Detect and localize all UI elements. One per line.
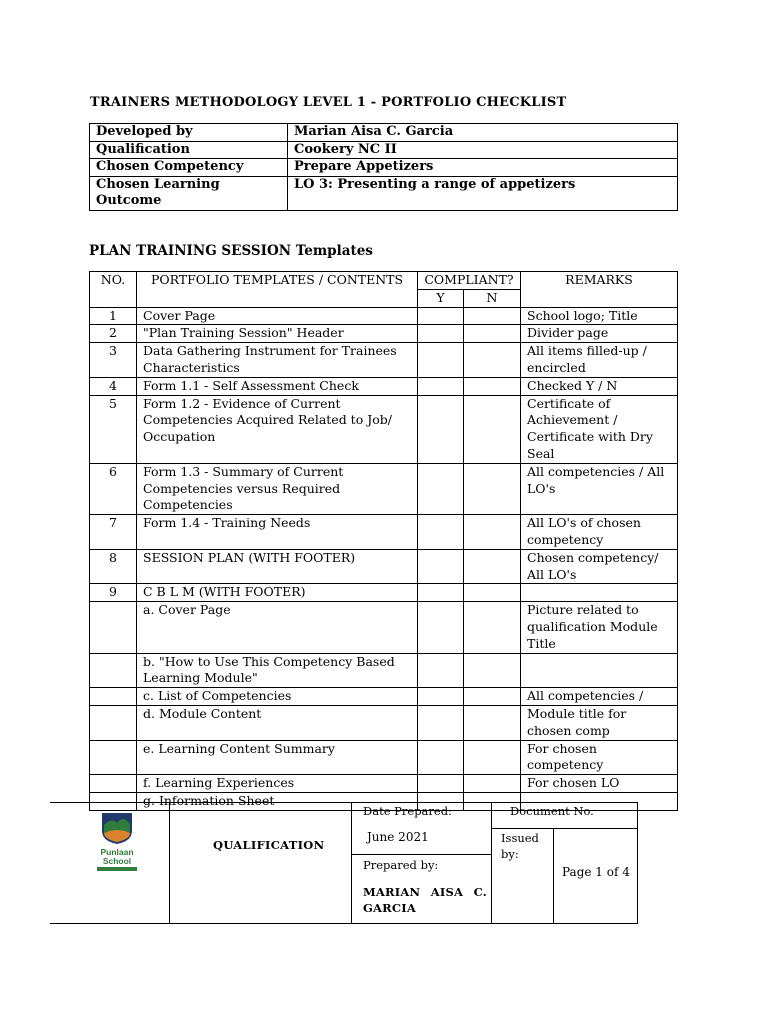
row-compliant-y[interactable] [418, 377, 464, 395]
row-item: e. Learning Content Summary [137, 740, 418, 775]
row-compliant-y[interactable] [418, 740, 464, 775]
row-item: Data Gathering Instrument for Trainees Characteristics [137, 343, 418, 378]
row-compliant-y[interactable] [418, 653, 464, 688]
checklist-table [89, 271, 678, 811]
header-item: PORTFOLIO TEMPLATES / CONTENTS [137, 272, 418, 308]
row-compliant-n[interactable] [464, 549, 521, 584]
row-remarks: Module title for chosen comp [521, 705, 678, 740]
checklist-row [90, 307, 678, 325]
page-number: Page 1 of 4 [562, 865, 630, 879]
row-compliant-n[interactable] [464, 395, 521, 463]
document-footer [50, 802, 638, 924]
row-remarks: Checked Y / N [521, 377, 678, 395]
row-number: 8 [90, 549, 137, 584]
row-remarks: Chosen competency/ All LO's [521, 549, 678, 584]
row-compliant-n[interactable] [464, 653, 521, 688]
header-no: NO. [90, 272, 137, 308]
qualification-label: QUALIFICATION [213, 838, 325, 852]
checklist-row [90, 325, 678, 343]
info-row [90, 124, 678, 142]
row-number: 6 [90, 463, 137, 514]
checklist-row [90, 584, 678, 602]
row-remarks: All competencies / All LO's [521, 463, 678, 514]
row-number: 7 [90, 515, 137, 550]
footer-docno-cell [491, 802, 638, 829]
info-row [90, 159, 678, 177]
info-value: Cookery NC II [288, 141, 678, 159]
footer-top-stub [50, 802, 78, 803]
school-logo-icon [98, 811, 136, 845]
document-no-label: Document No. [510, 804, 594, 818]
row-compliant-n[interactable] [464, 343, 521, 378]
info-label: Chosen Learning Outcome [90, 176, 288, 210]
row-item: f. Learning Experiences [137, 775, 418, 793]
checklist-row [90, 705, 678, 740]
checklist-row [90, 343, 678, 378]
checklist-row [90, 775, 678, 793]
checklist-header-row [90, 272, 678, 290]
footer-date-cell [351, 802, 492, 855]
row-number: 9 [90, 584, 137, 602]
row-compliant-y[interactable] [418, 705, 464, 740]
row-remarks: All competencies / [521, 688, 678, 706]
checklist-row [90, 395, 678, 463]
header-n: N [464, 289, 521, 307]
info-row [90, 176, 678, 210]
row-item: "Plan Training Session" Header [137, 325, 418, 343]
row-remarks: School logo; Title [521, 307, 678, 325]
row-compliant-y[interactable] [418, 775, 464, 793]
row-compliant-n[interactable] [464, 463, 521, 514]
row-compliant-y[interactable] [418, 584, 464, 602]
logo-text-line1: Punlaan [100, 847, 134, 857]
row-number: 1 [90, 307, 137, 325]
row-compliant-y[interactable] [418, 515, 464, 550]
row-compliant-n[interactable] [464, 705, 521, 740]
checklist-row [90, 602, 678, 653]
row-remarks [521, 653, 678, 688]
prepared-by-label: Prepared by: [363, 858, 439, 872]
issued-by-label: Issued by: [501, 831, 539, 861]
date-prepared-label: Date Prepared: [363, 804, 452, 818]
row-remarks: Picture related to qualification Module Title [521, 602, 678, 653]
row-compliant-y[interactable] [418, 343, 464, 378]
row-item: b. "How to Use This Competency Based Learning Module" [137, 653, 418, 688]
footer-issued-cell [491, 828, 554, 924]
row-item: d. Module Content [137, 705, 418, 740]
row-remarks [521, 584, 678, 602]
row-number [90, 705, 137, 740]
row-item: C B L M (WITH FOOTER) [137, 584, 418, 602]
section-title: PLAN TRAINING SESSION Templates [89, 243, 373, 259]
row-item: a. Cover Page [137, 602, 418, 653]
document-title: TRAINERS METHODOLOGY LEVEL 1 - PORTFOLIO CHECKLIST [90, 95, 567, 110]
info-value: LO 3: Presenting a range of appetizers [288, 176, 678, 210]
row-number: 2 [90, 325, 137, 343]
row-number [90, 653, 137, 688]
checklist-row [90, 515, 678, 550]
row-remarks: Certificate of Achievement / Certificate with Dry Seal [521, 395, 678, 463]
footer-qualification-cell [169, 802, 352, 924]
info-table [89, 123, 678, 211]
footer-logo-cell [50, 802, 170, 924]
row-item: Form 1.1 - Self Assessment Check [137, 377, 418, 395]
checklist-row [90, 549, 678, 584]
logo-text-line2: School [102, 856, 132, 866]
checklist-row [90, 740, 678, 775]
row-compliant-y[interactable] [418, 602, 464, 653]
row-number [90, 740, 137, 775]
info-value: Prepare Appetizers [288, 159, 678, 177]
row-compliant-y[interactable] [418, 463, 464, 514]
row-item: Cover Page [137, 307, 418, 325]
header-y: Y [418, 289, 464, 307]
row-number [90, 688, 137, 706]
footer-page-cell [553, 828, 638, 924]
row-compliant-n[interactable] [464, 584, 521, 602]
row-item: SESSION PLAN (WITH FOOTER) [137, 549, 418, 584]
info-label: Qualification [90, 141, 288, 159]
row-compliant-y[interactable] [418, 307, 464, 325]
info-value: Marian Aisa C. Garcia [288, 124, 678, 142]
row-compliant-y[interactable] [418, 688, 464, 706]
row-compliant-n[interactable] [464, 325, 521, 343]
row-compliant-n[interactable] [464, 740, 521, 775]
prepared-by-value: MARIAN AISA C. GARCIA [363, 885, 487, 915]
row-number: 5 [90, 395, 137, 463]
checklist-row [90, 463, 678, 514]
row-compliant-n[interactable] [464, 688, 521, 706]
row-compliant-n[interactable] [464, 775, 521, 793]
row-remarks: For chosen LO [521, 775, 678, 793]
row-compliant-n[interactable] [464, 377, 521, 395]
row-compliant-n[interactable] [464, 307, 521, 325]
header-compliant: COMPLIANT? [418, 272, 521, 290]
row-compliant-y[interactable] [418, 549, 464, 584]
row-item: Form 1.3 - Summary of Current Competencies versus Required Competencies [137, 463, 418, 514]
row-remarks: All items filled-up / encircled [521, 343, 678, 378]
info-label: Chosen Competency [90, 159, 288, 177]
row-remarks: For chosen competency [521, 740, 678, 775]
checklist-body [90, 307, 678, 810]
row-number: 3 [90, 343, 137, 378]
row-number [90, 602, 137, 653]
logo-bar [97, 867, 137, 871]
row-item: g. Information Sheet [137, 792, 418, 810]
row-remarks: All LO's of chosen competency [521, 515, 678, 550]
info-label: Developed by [90, 124, 288, 142]
row-compliant-n[interactable] [464, 602, 521, 653]
row-remarks: Divider page [521, 325, 678, 343]
row-compliant-n[interactable] [464, 515, 521, 550]
date-prepared-value: June 2021 [367, 830, 429, 844]
footer-prepared-cell [351, 854, 492, 924]
checklist-row [90, 377, 678, 395]
checklist-row [90, 653, 678, 688]
info-row [90, 141, 678, 159]
checklist-row [90, 688, 678, 706]
row-number: 4 [90, 377, 137, 395]
header-remarks: REMARKS [521, 272, 678, 308]
row-compliant-y[interactable] [418, 395, 464, 463]
row-compliant-y[interactable] [418, 325, 464, 343]
row-number [90, 775, 137, 793]
row-item: c. List of Competencies [137, 688, 418, 706]
school-logo [93, 811, 141, 871]
row-item: Form 1.4 - Training Needs [137, 515, 418, 550]
row-item: Form 1.2 - Evidence of Current Competencies Acquired Related to Job/ Occupation [137, 395, 418, 463]
